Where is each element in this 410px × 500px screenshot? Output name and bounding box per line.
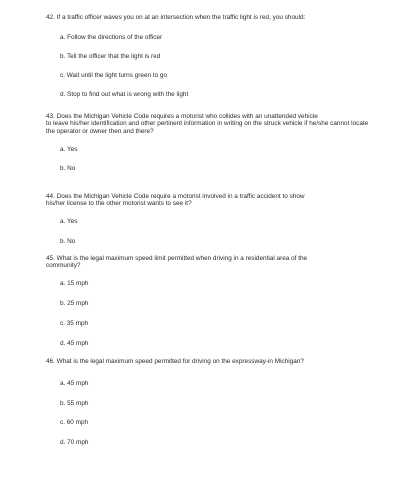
question-45-option-d: d. 45 mph [60,340,89,347]
question-43-option-b: b. No [60,165,76,172]
question-46-option-b: b. 55 mph [60,400,89,407]
question-44-text: 44. Does the Michigan Vehicle Code require a motorist involved in a traffic accident to show his/her license to the other motorist wants to see it? [46,193,305,208]
question-45-text: 45. What is the legal maximum speed limit permitted when driving in a residential area of the community? [46,255,308,270]
question-43-text: 43. Does the Michigan Vehicle Code requires a motorist who collides with an unattended vehicle to leave his/her identification and other pertinent information in writing on the struck vehicle if he/she cannot locate the operator or owner then and there? [46,113,369,135]
question-46-text: 46. What is the legal maximum speed permitted for driving on the expressway-in Michigan? [46,358,304,365]
question-42-option-d: d. Stop to find out what is wrong with the light [60,91,189,98]
question-46-option-d: d. 70 mph [60,439,89,446]
question-46-option-a: a. 45 mph [60,380,89,387]
question-42-text: 42. If a traffic officer waves you on at an intersection when the traffic light is red, you should: [46,14,306,21]
question-44-option-a: a. Yes [60,218,78,225]
question-42-option-c: c. Wait until the light turns green to go [60,72,168,79]
question-42-option-b: b. Tell the officer that the light is red [60,53,161,60]
question-45-option-b: b. 25 mph [60,300,89,307]
question-44-option-b: b. No [60,238,76,245]
question-42-option-a: a. Follow the directions of the officer [60,34,163,41]
question-46-option-c: c. 60 mph [60,419,89,426]
question-45-option-a: a. 15 mph [60,280,89,287]
question-45-option-c: c. 35 mph [60,320,89,327]
question-43-option-a: a. Yes [60,146,78,153]
